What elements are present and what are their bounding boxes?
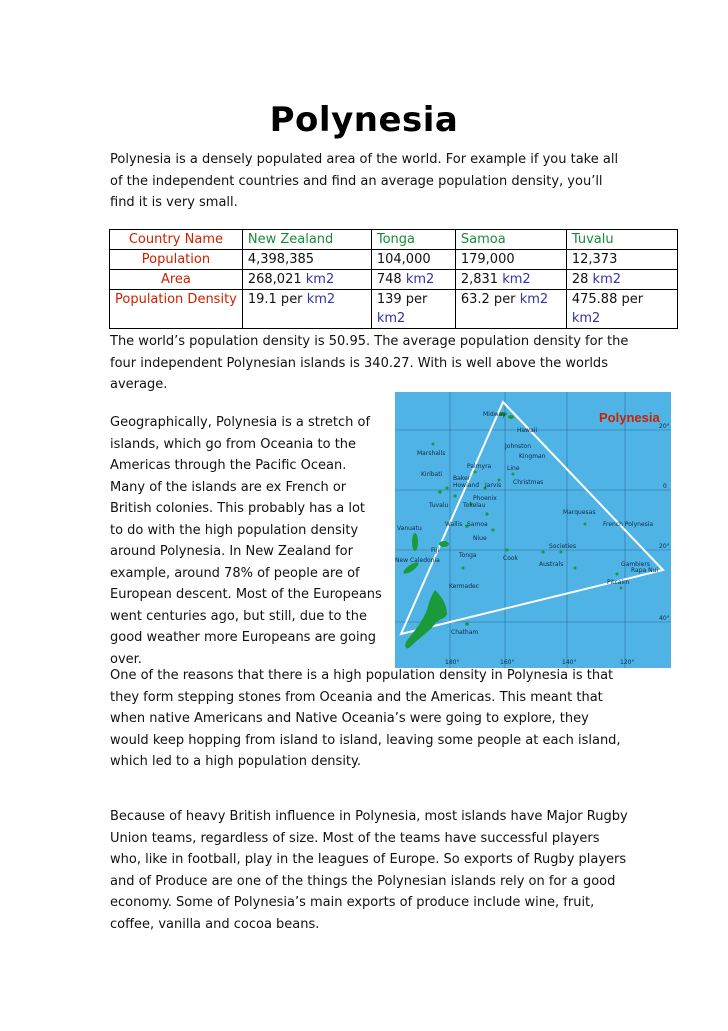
- table-cell: 28 km2: [566, 270, 677, 290]
- map-label: Tokelau: [463, 502, 486, 509]
- map-title: Polynesia: [599, 410, 660, 425]
- table-row: [110, 250, 678, 270]
- lat-label: 40°: [659, 615, 670, 622]
- density-paragraph: The world’s population density is 50.95. The average population density for the four independent Polynesian islands is 340.27. With is well above the worlds average.: [110, 334, 629, 392]
- table-row: [110, 290, 678, 329]
- map-label: Palmyra: [467, 463, 492, 470]
- map-label: Marquesas: [563, 509, 596, 516]
- map-label: Tonga: [459, 552, 477, 559]
- table-cell: 139 per km2: [371, 290, 455, 329]
- table-cell: 4,398,385: [242, 250, 371, 270]
- map-label: Pitcairn: [607, 579, 630, 586]
- map-label: Samoa: [467, 521, 488, 528]
- lon-label: 140°: [562, 659, 577, 666]
- map-label: Gambiers: [621, 561, 650, 568]
- map-label: Kermadec: [449, 583, 480, 590]
- lat-label: 20°: [659, 543, 670, 550]
- map-label: Phoenix: [473, 495, 497, 502]
- map-label: Christmas: [513, 479, 544, 486]
- map-label: Australs: [539, 561, 564, 568]
- map-label: Niue: [473, 535, 487, 542]
- lon-label: 180°: [445, 659, 460, 666]
- table-cell: 104,000: [371, 250, 455, 270]
- country-name: Tonga: [371, 230, 455, 250]
- table-row: [110, 230, 678, 250]
- polynesia-map: [395, 392, 671, 668]
- map-label: Midway: [483, 411, 506, 418]
- table-cell: 12,373: [566, 250, 677, 270]
- map-graphic: [395, 392, 671, 668]
- stepping-stones-paragraph: One of the reasons that there is a high population density in Polynesia is that they form stepping stones from Oceania and the Americas. This meant that when native Americans and Native Oceania’s were going to explore, they would keep hopping from island to island, leaving some people at each island, which led to a high population density.: [110, 668, 621, 769]
- row-label: Population: [110, 250, 243, 270]
- map-label: Line: [507, 465, 520, 472]
- map-label: Fiji: [431, 547, 440, 554]
- map-label: Chatham: [451, 629, 479, 636]
- lat-label: 0: [663, 483, 667, 490]
- map-label: Kiribati: [421, 471, 443, 478]
- country-name: Tuvalu: [566, 230, 677, 250]
- map-label: Johnston: [505, 443, 531, 450]
- page-title: Polynesia: [269, 100, 459, 140]
- table-cell: 63.2 per km2: [455, 290, 566, 329]
- lat-label: 20°: [659, 423, 670, 430]
- country-name: New Zealand: [242, 230, 371, 250]
- map-label: Societies: [549, 543, 576, 550]
- table-cell: 19.1 per km2: [242, 290, 371, 329]
- table-header-label: Country Name: [110, 230, 243, 250]
- map-label: French Polynesia: [603, 521, 654, 528]
- intro-paragraph: Polynesia is a densely populated area of the world. For example if you take all of the independent countries and find an average population density, you’ll find it is very small.: [110, 152, 619, 210]
- country-table: [109, 229, 678, 329]
- map-label: Hawaii: [517, 427, 538, 434]
- map-label: Baker: [453, 475, 471, 482]
- table-cell: 475.88 per km2: [566, 290, 677, 329]
- map-label: Cook: [503, 555, 519, 562]
- map-label: Kingman: [519, 453, 546, 460]
- table-cell: 748 km2: [371, 270, 455, 290]
- row-label: Population Density: [110, 290, 243, 329]
- country-name: Samoa: [455, 230, 566, 250]
- geography-paragraph: Geographically, Polynesia is a stretch of islands, which go from Oceania to the Americas through the Pacific Ocean. Many of the islands are ex French or British colonies. This probably has a lot to do with the high population density around Polynesia. In New Zealand for example, around 78% of people are of European descent. Most of the Europeans went centuries ago, but still, due to the good weather more Europeans are going over.: [110, 415, 382, 667]
- new-zealand-land: [405, 590, 447, 648]
- lon-label: 120°: [620, 659, 635, 666]
- table-cell: 179,000: [455, 250, 566, 270]
- map-label: Jarvis: [485, 482, 502, 489]
- map-label: Wallis: [445, 521, 463, 528]
- table-cell: 268,021 km2: [242, 270, 371, 290]
- rugby-paragraph: Because of heavy British influence in Polynesia, most islands have Major Rugby Union teams, regardless of size. Most of the teams have successful players who, like in football, play in the leagues of Europe. So exports of Rugby players and of Produce are one of the things the Polynesian islands rely on for a good economy. Some of Polynesia’s main exports of produce include wine, fruit, coffee, vanilla and cocoa beans.: [110, 809, 628, 932]
- table-row: [110, 270, 678, 290]
- map-label: Rapa Nui: [631, 567, 659, 574]
- row-label: Area: [110, 270, 243, 290]
- table-cell: 2,831 km2: [455, 270, 566, 290]
- map-label: Vanuatu: [397, 525, 422, 532]
- map-label: Marshalls: [417, 450, 446, 457]
- map-label: New Caledonia: [395, 557, 440, 564]
- map-label: Tuvalu: [429, 502, 449, 509]
- lon-label: 160°: [500, 659, 515, 666]
- map-label: Howland: [453, 482, 480, 489]
